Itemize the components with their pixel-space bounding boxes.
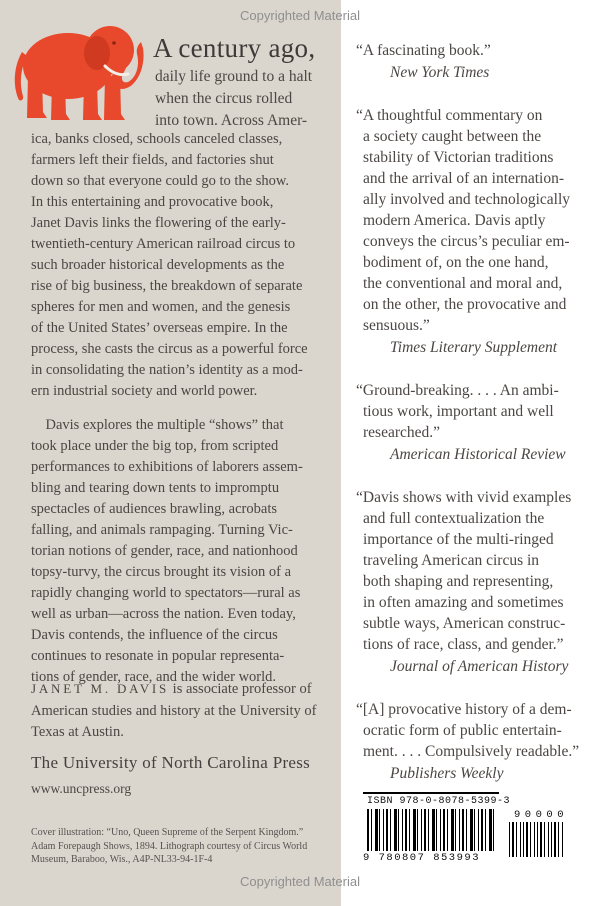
credit-line: Cover illustration: “Uno, Queen Supreme of the Serpent Kingdom.” — [31, 827, 304, 838]
description-paragraph-1 — [31, 129, 337, 402]
paragraph-line: farmers left their fields, and factories shut — [31, 152, 274, 168]
cover-illustration-credit — [31, 826, 307, 867]
credit-line: Adam Forepaugh Shows, 1894. Lithograph courtesy of Circus World — [31, 840, 308, 852]
paragraph-line: Davis contends, the influence of the circus — [31, 627, 278, 643]
paragraph-line: down so that everyone could go to the show. — [31, 173, 289, 189]
paragraph-line: ica, banks closed, schools canceled classes, — [31, 131, 283, 147]
paragraph-line: topsy-turvy, the circus brought its vision of a — [31, 564, 292, 580]
paragraph-line: Janet Davis links the flowering of the early- — [31, 215, 286, 231]
barcode-top-rule — [363, 792, 499, 794]
paragraph-line: falling, and animals rampaging. Turning Vic- — [31, 522, 293, 538]
review-quote — [356, 487, 600, 677]
publisher-name: The University of North Carolina Press — [31, 753, 311, 772]
copyright-notice-bottom: Copyrighted Material — [240, 874, 360, 889]
paragraph-line: spectacles of audiences brawling, acrobats — [31, 501, 277, 517]
elephant-illustration-icon — [10, 16, 144, 126]
supplement-barcode — [509, 809, 569, 857]
paragraph-line: continues to resonate in popular representa- — [31, 648, 285, 664]
ean13-barcode-bars — [367, 809, 495, 851]
quote-text: “[A] provocative history of a dem- ocratic form of public entertain- ment. . . . Compulsively readable.” — [356, 701, 580, 760]
paragraph-line: ern industrial society and world power. — [31, 383, 258, 399]
paragraph-line: in consolidating the nation’s identity as a mod- — [31, 362, 303, 378]
intro-line: when the circus rolled — [155, 90, 293, 107]
review-quote — [356, 40, 600, 83]
quote-source: American Historical Review — [390, 446, 566, 463]
ean13-digits: 9 780807 853993 — [363, 852, 481, 864]
paragraph-line: spheres for men and women, and the genesis — [31, 299, 291, 315]
credit-line: Museum, Baraboo, Wis., A4P-NL33-94-1F-4 — [31, 854, 213, 865]
supplement-barcode-bars — [509, 822, 565, 857]
paragraph-line: tions of gender, race, and the wider world. — [31, 669, 277, 685]
quote-source: Publishers Weekly — [390, 765, 504, 782]
quote-text: “A fascinating book.” — [356, 42, 491, 59]
copyright-notice-top: Copyrighted Material — [240, 8, 360, 23]
paragraph-line: well as urban—across the nation. Even today, — [31, 606, 296, 622]
quote-source: New York Times — [390, 64, 490, 81]
paragraph-line: In this entertaining and provocative book, — [31, 194, 274, 210]
isbn-barcode-block — [363, 792, 573, 864]
author-bio — [31, 678, 337, 744]
review-quote — [356, 699, 600, 784]
paragraph-line: of the United States’ overseas empire. In the — [31, 320, 288, 336]
publisher-url: www.uncpress.org — [31, 781, 132, 796]
intro-line: daily life ground to a halt — [155, 68, 313, 85]
author-bio-text: is associate professor of American studies and history at the University of Texas at Austin. — [31, 681, 317, 740]
paragraph-line: performances to exhibitions of laborers assem- — [31, 459, 303, 475]
quote-text: “Davis shows with vivid examples and full contextualization the importance of the multi-ringed traveling American circus in both shaping and representing, in often amazing and sometimes subtle ways, American construc- tions of race, class, and gender.” — [356, 489, 572, 653]
paragraph-line: took place under the big top, from scripted — [31, 438, 279, 454]
intro-line: into town. Across Amer- — [155, 112, 308, 129]
review-quote — [356, 105, 600, 358]
author-name: JANET M. DAVIS — [31, 681, 170, 696]
ean13-barcode — [363, 809, 499, 864]
quote-text: “Ground-breaking. . . . An ambi- tious work, important and well researched.” — [356, 382, 559, 441]
paragraph-line: rapidly changing world to spectators—rural as — [31, 585, 301, 601]
isbn-label: ISBN 978-0-8078-5399-3 — [367, 796, 511, 807]
intro-lines — [155, 66, 312, 132]
quote-source: Journal of American History — [390, 658, 569, 675]
quote-source: Times Literary Supplement — [390, 339, 558, 356]
barcode-row — [363, 809, 573, 864]
paragraph-line: torian notions of gender, race, and nationhood — [31, 543, 298, 559]
paragraph-line: such broader historical developments as the — [31, 257, 285, 273]
supplement-digits: 90000 — [513, 809, 568, 821]
description-paragraph-2 — [31, 415, 337, 688]
paragraph-line: process, she casts the circus as a powerful force — [31, 341, 308, 357]
paragraph-line: Davis explores the multiple “shows” that — [31, 417, 284, 433]
paragraph-line: bling and tearing down tents to impromptu — [31, 480, 280, 496]
review-quotes-column — [356, 40, 600, 806]
headline: A century ago, — [153, 33, 316, 63]
paragraph-line: rise of big business, the breakdown of separate — [31, 278, 303, 294]
review-quote — [356, 380, 600, 465]
quote-text: “A thoughtful commentary on a society caught between the stability of Victorian traditions and the arrival of an internation- ally involved and technologically modern America. Davis aptly conveys the circus’s peculiar em- bodiment of, on the one hand, the conventional and moral and, on the other, the provocative and sensuous.” — [356, 107, 571, 334]
paragraph-line: twentieth-century American railroad circus to — [31, 236, 296, 252]
